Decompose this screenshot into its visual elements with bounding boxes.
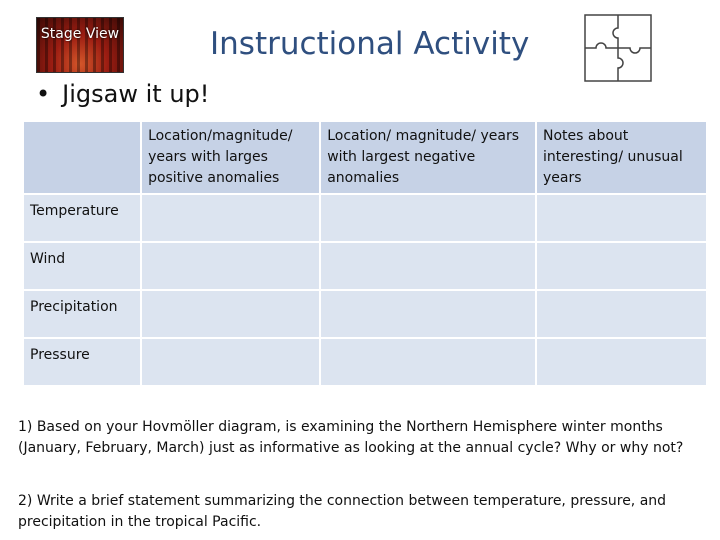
bullet-text: Jigsaw it up!	[62, 80, 210, 108]
table-cell[interactable]	[320, 242, 536, 290]
row-label: Wind	[23, 242, 141, 290]
bullet-symbol: •	[36, 80, 51, 108]
row-label: Pressure	[23, 338, 141, 386]
table-cell[interactable]	[536, 194, 707, 242]
table-cell[interactable]	[141, 338, 320, 386]
table-cell[interactable]	[320, 194, 536, 242]
table-cell[interactable]	[141, 194, 320, 242]
header-cell: Location/ magnitude/ years with largest negative anomalies	[320, 121, 536, 194]
table-row	[23, 242, 707, 290]
row-label: Precipitation	[23, 290, 141, 338]
table-row	[23, 338, 707, 386]
page-title: Instructional Activity	[210, 26, 530, 62]
table-cell[interactable]	[536, 242, 707, 290]
stage-view-logo	[36, 17, 124, 73]
table-header-row	[23, 121, 707, 194]
question-1: 1) Based on your Hovmöller diagram, is examining the Northern Hemisphere winter months (January, February, March) just as informative as looking at the annual cycle? Why or why not?	[18, 419, 684, 456]
table-row	[23, 290, 707, 338]
table-cell[interactable]	[536, 290, 707, 338]
bullet-item	[36, 80, 209, 108]
stage-view-label: Stage View	[40, 26, 120, 42]
row-label: Temperature	[23, 194, 141, 242]
header-cell	[23, 121, 141, 194]
table-cell[interactable]	[320, 338, 536, 386]
puzzle-icon	[584, 14, 652, 82]
table-cell[interactable]	[536, 338, 707, 386]
table-cell[interactable]	[320, 290, 536, 338]
header-cell: Notes about interesting/ unusual years	[536, 121, 707, 194]
table-cell[interactable]	[141, 242, 320, 290]
jigsaw-table	[22, 120, 708, 387]
table-cell[interactable]	[141, 290, 320, 338]
question-2: 2) Write a brief statement summarizing the connection between temperature, pressure, and precipitation in the tropical Pacific.	[18, 493, 667, 530]
table-row	[23, 194, 707, 242]
header-cell: Location/magnitude/ years with larges positive anomalies	[141, 121, 320, 194]
